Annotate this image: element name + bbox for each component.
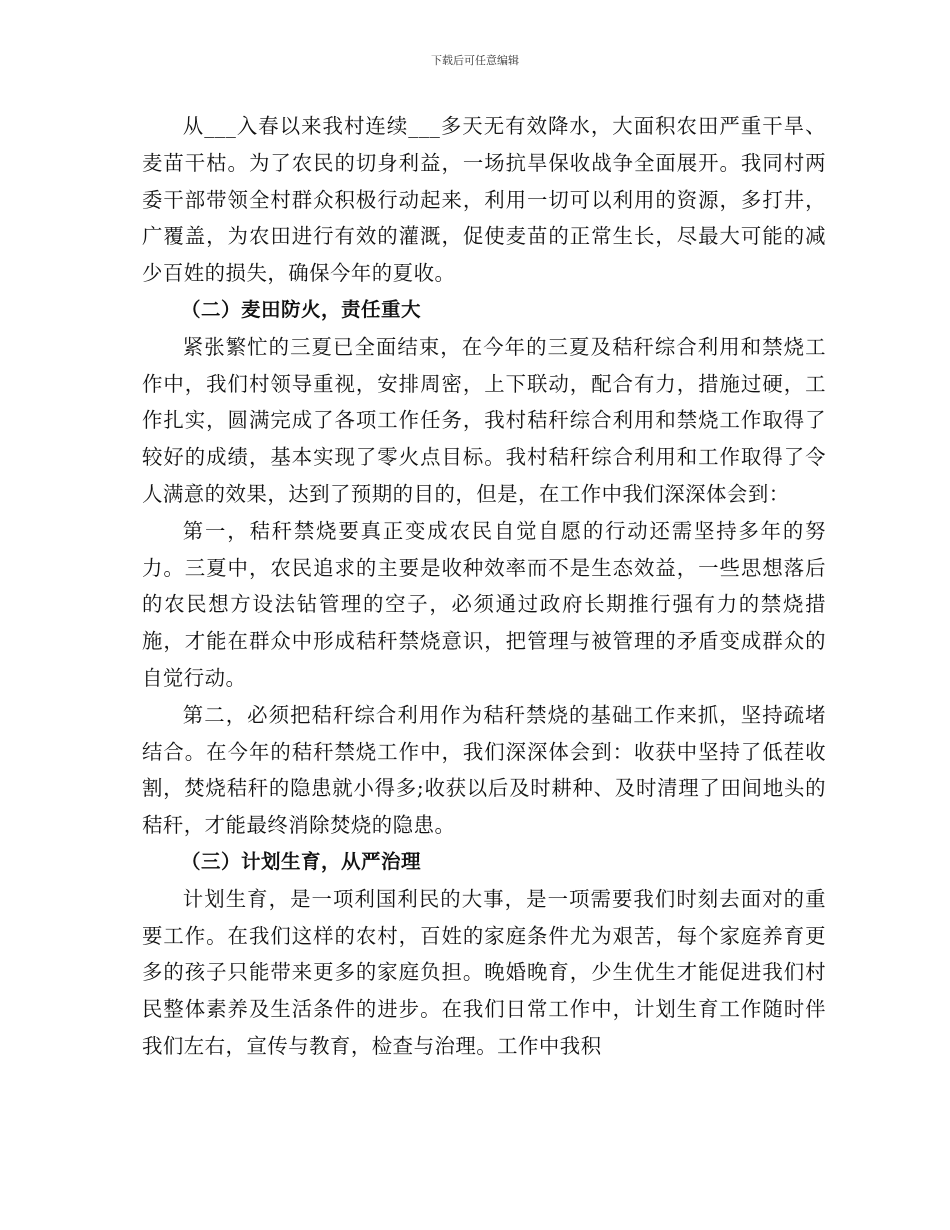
- paragraph-lesson-two: 第二，必须把秸秆综合利用作为秸秆禁烧的基础工作来抓，坚持疏堵结合。在今年的秸秆禁烧工作中，我们深深体会到：收获中坚持了低茬收割，焚烧秸秆的隐患就小得多;收获以后及时耕种、及时清理了田间地头的秸秆，才能最终消除焚烧的隐患。: [142, 702, 826, 838]
- section-heading-family-planning: （三）计划生育，从严治理: [181, 849, 422, 873]
- document-body: [142, 108, 826, 1065]
- paragraph-straw-burning-summary: 紧张繁忙的三夏已全面结束，在今年的三夏及秸秆综合利用和禁烧工作中，我们村领导重视，安排周密，上下联动，配合有力，措施过硬，工作扎实，圆满完成了各项工作任务，我村秸秆综合利用和禁烧工作取得了较好的成绩，基本实现了零火点目标。我村秸秆综合利用和工作取得了令人满意的效果，达到了预期的目的，但是，在工作中我们深深体会到：: [142, 334, 826, 506]
- paragraph-family-planning: 计划生育，是一项利国利民的大事，是一项需要我们时刻去面对的重要工作。在我们这样的农村，百姓的家庭条件尤为艰苦，每个家庭养育更多的孩子只能带来更多的家庭负担。晚婚晚育，少生优生才能促进我们村民整体素养及生活条件的进步。在我们日常工作中，计划生育工作随时伴我们左右，宣传与教育，检查与治理。工作中我积: [142, 886, 826, 1058]
- page-header: 下载后可任意编辑: [431, 54, 519, 67]
- paragraph-lesson-one: 第一，秸秆禁烧要真正变成农民自觉自愿的行动还需坚持多年的努力。三夏中，农民追求的主要是收种效率而不是生态效益，一些思想落后的农民想方设法钻管理的空子，必须通过政府长期推行强有力的禁烧措施，才能在群众中形成秸秆禁烧意识，把管理与被管理的矛盾变成群众的自觉行动。: [142, 518, 826, 690]
- paragraph-drought-relief: 从___入春以来我村连续___多天无有效降水，大面积农田严重干旱、麦苗干枯。为了农民的切身利益，一场抗旱保收战争全面展开。我同村两委干部带领全村群众积极行动起来，利用一切可以利用的资源，多打井，广覆盖，为农田进行有效的灌溉，促使麦苗的正常生长，尽最大可能的减少百姓的损失，确保今年的夏收。: [142, 114, 826, 286]
- section-heading-fire-prevention: （二）麦田防火，责任重大: [181, 297, 422, 321]
